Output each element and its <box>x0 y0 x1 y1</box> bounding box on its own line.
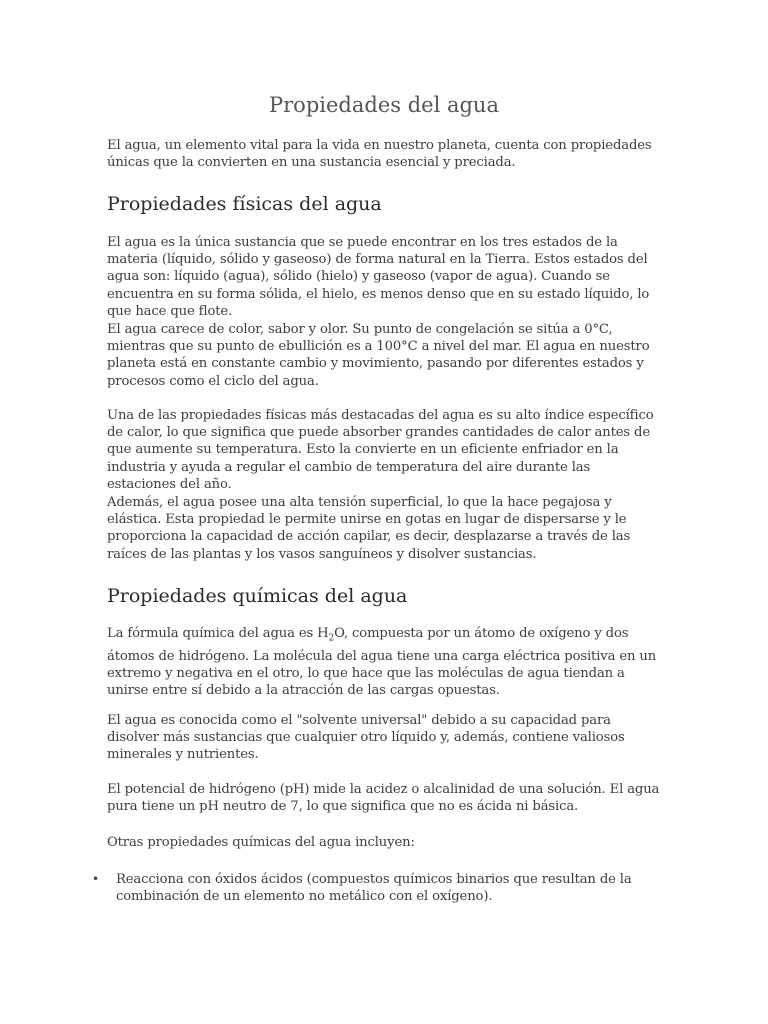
intro-paragraph: El agua, un elemento vital para la vida en nuestro planeta, cuenta con propiedades únicas que la convierten en una sustancia esencial y preciada. <box>107 138 652 171</box>
chemical-paragraph-formula <box>107 625 660 699</box>
chemical-paragraph-list-intro: Otras propiedades químicas del agua incluyen: <box>107 835 415 850</box>
list-item-text: Reacciona con óxidos ácidos (compuestos químicos binarios que resultan de la combinación de un elemento no metálico con el oxígeno). <box>116 872 632 905</box>
chemical-paragraph-solvent: El agua es conocida como el "solvente universal" debido a su capacidad para disolver más sustancias que cualquier otro líquido y, además, contiene valiosos minerales y nutrientes. <box>107 713 625 763</box>
document-title: Propiedades del agua <box>269 93 499 117</box>
physical-paragraph-tension: Además, el agua posee una alta tensión superficial, lo que la hace pegajosa y elástica. Esta propiedad le permite unirse en gotas en lugar de dispersarse y le proporciona la capacidad de acción capilar, es decir, desplazarse a través de las raíces de las plantas y los vasos sanguíneos y disolver sustancias. <box>107 495 631 562</box>
section-heading-chemical: Propiedades químicas del agua <box>107 585 408 607</box>
physical-paragraph-heat: Una de las propiedades físicas más destacadas del agua es su alto índice específico de calor, lo que significa que puede absorber grandes cantidades de calor antes de que aumente su temperatura. Esto la convierte en un eficiente enfriador en la industria y ayuda a regular el cambio de temperatura del aire durante las estaciones del año. <box>107 408 654 492</box>
formula-text-before: La fórmula química del agua es H <box>107 626 329 641</box>
formula-subscript: 2 <box>328 633 335 644</box>
physical-paragraph-states: El agua es la única sustancia que se puede encontrar en los tres estados de la materia (líquido, sólido y gaseoso) de forma natural en la Tierra. Estos estados del agua son: líquido (agua), sólido (hielo) y gaseoso (vapor de agua). Cuando se encuentra en su forma sólida, el hielo, es menos denso que en su estado líquido, lo que hace que flote. <box>107 235 650 319</box>
formula-text-after: O, compuesta por un átomo de oxígeno y dos átomos de hidrógeno. La molécula del agua tiene una carga eléctrica positiva en un extremo y negativa en el otro, lo que hace que las moléculas de agua tiendan a unirse entre sí debido a la atracción de las cargas opuestas. <box>107 626 657 699</box>
chemical-paragraph-ph: El potencial de hidrógeno (pH) mide la acidez o alcalinidad de una solución. El agua pura tiene un pH neutro de 7, lo que significa que no es ácida ni básica. <box>107 782 660 815</box>
chemical-properties-list <box>92 871 652 905</box>
physical-paragraph-color: El agua carece de color, sabor y olor. Su punto de congelación se sitúa a 0°C, mientras que su punto de ebullición es a 100°C a nivel del mar. El agua en nuestro planeta está en constante cambio y movimiento, pasando por diferentes estados y procesos como el ciclo del agua. <box>107 322 650 389</box>
section-heading-physical: Propiedades físicas del agua <box>107 193 382 215</box>
bullet-icon: • <box>92 872 99 886</box>
list-item <box>92 871 652 905</box>
